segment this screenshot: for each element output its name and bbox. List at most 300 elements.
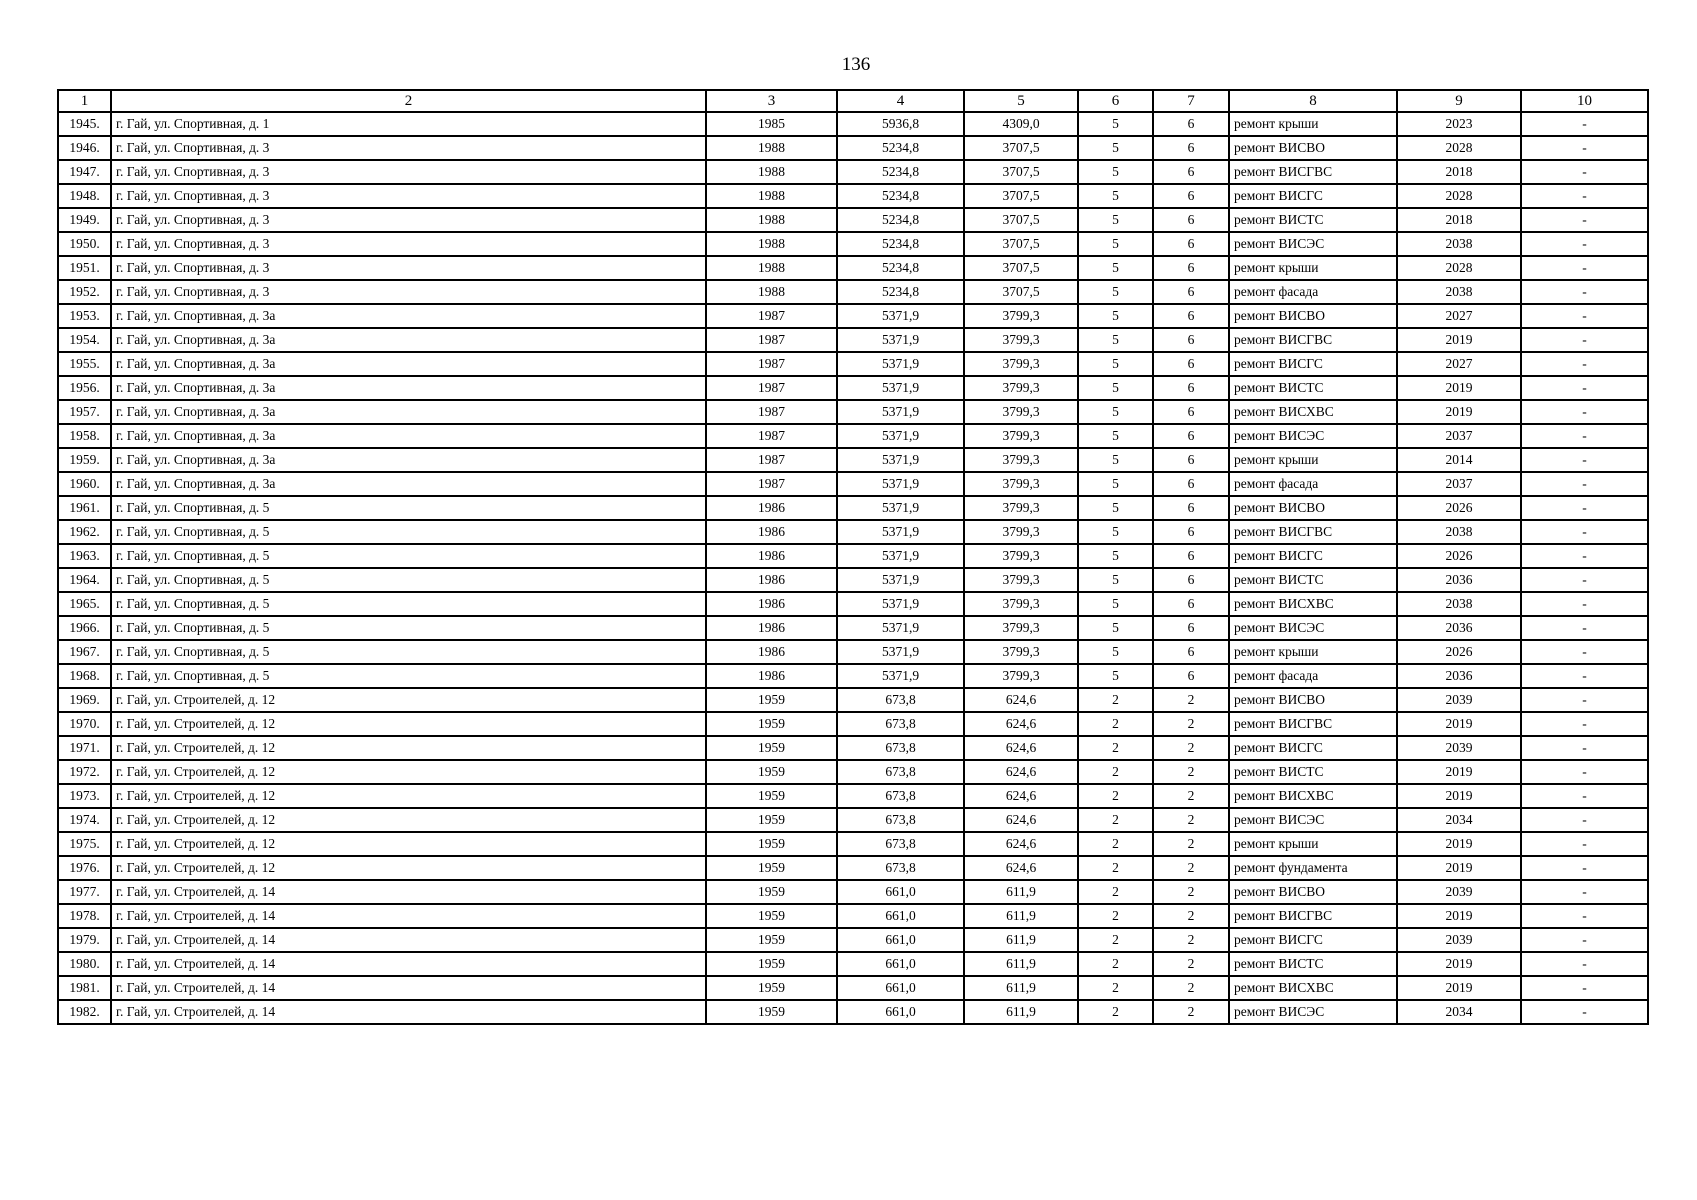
- note-cell: -: [1521, 424, 1648, 448]
- planned-year-cell: 2039: [1397, 928, 1521, 952]
- note-cell: -: [1521, 400, 1648, 424]
- floors-cell: 5: [1078, 136, 1153, 160]
- address-cell: г. Гай, ул. Спортивная, д. 5: [111, 568, 706, 592]
- floors-cell: 2: [1078, 880, 1153, 904]
- planned-year-cell: 2026: [1397, 496, 1521, 520]
- year-built-cell: 1986: [706, 640, 837, 664]
- living-area-cell: 624,6: [964, 784, 1078, 808]
- living-area-cell: 3707,5: [964, 208, 1078, 232]
- note-cell: -: [1521, 712, 1648, 736]
- address-cell: г. Гай, ул. Строителей, д. 12: [111, 760, 706, 784]
- note-cell: -: [1521, 880, 1648, 904]
- work-type-cell: ремонт ВИСЭС: [1229, 232, 1397, 256]
- floors-cell: 2: [1078, 712, 1153, 736]
- entrances-cell: 2: [1153, 784, 1229, 808]
- floors-cell: 5: [1078, 448, 1153, 472]
- entrances-cell: 2: [1153, 712, 1229, 736]
- table-row: [58, 1000, 1648, 1024]
- note-cell: -: [1521, 280, 1648, 304]
- year-built-cell: 1959: [706, 952, 837, 976]
- work-type-cell: ремонт ВИСГС: [1229, 352, 1397, 376]
- year-built-cell: 1987: [706, 400, 837, 424]
- work-type-cell: ремонт ВИСГВС: [1229, 904, 1397, 928]
- floors-cell: 5: [1078, 568, 1153, 592]
- living-area-cell: 611,9: [964, 904, 1078, 928]
- floors-cell: 5: [1078, 472, 1153, 496]
- entrances-cell: 6: [1153, 424, 1229, 448]
- note-cell: -: [1521, 448, 1648, 472]
- floors-cell: 5: [1078, 376, 1153, 400]
- work-type-cell: ремонт ВИСХВС: [1229, 592, 1397, 616]
- floors-cell: 2: [1078, 784, 1153, 808]
- entrances-cell: 6: [1153, 520, 1229, 544]
- note-cell: -: [1521, 496, 1648, 520]
- year-built-cell: 1987: [706, 352, 837, 376]
- year-built-cell: 1959: [706, 832, 837, 856]
- living-area-cell: 3799,3: [964, 616, 1078, 640]
- living-area-cell: 611,9: [964, 880, 1078, 904]
- floors-cell: 5: [1078, 400, 1153, 424]
- row-number-cell: 1958.: [58, 424, 111, 448]
- planned-year-cell: 2019: [1397, 976, 1521, 1000]
- work-type-cell: ремонт ВИСВО: [1229, 880, 1397, 904]
- year-built-cell: 1987: [706, 304, 837, 328]
- address-cell: г. Гай, ул. Строителей, д. 14: [111, 928, 706, 952]
- year-built-cell: 1987: [706, 328, 837, 352]
- entrances-cell: 2: [1153, 856, 1229, 880]
- table-row: [58, 472, 1648, 496]
- total-area-cell: 5371,9: [837, 520, 964, 544]
- work-type-cell: ремонт ВИСТС: [1229, 568, 1397, 592]
- living-area-cell: 3707,5: [964, 184, 1078, 208]
- total-area-cell: 5371,9: [837, 496, 964, 520]
- table-row: [58, 928, 1648, 952]
- floors-cell: 5: [1078, 232, 1153, 256]
- table-row: [58, 568, 1648, 592]
- year-built-cell: 1959: [706, 712, 837, 736]
- planned-year-cell: 2028: [1397, 256, 1521, 280]
- table-row: [58, 136, 1648, 160]
- address-cell: г. Гай, ул. Спортивная, д. 5: [111, 544, 706, 568]
- table-row: [58, 760, 1648, 784]
- floors-cell: 2: [1078, 808, 1153, 832]
- row-number-cell: 1982.: [58, 1000, 111, 1024]
- row-number-cell: 1971.: [58, 736, 111, 760]
- floors-cell: 2: [1078, 928, 1153, 952]
- note-cell: -: [1521, 1000, 1648, 1024]
- row-number-cell: 1978.: [58, 904, 111, 928]
- total-area-cell: 673,8: [837, 856, 964, 880]
- row-number-cell: 1960.: [58, 472, 111, 496]
- floors-cell: 5: [1078, 280, 1153, 304]
- page-number: 136: [841, 54, 871, 75]
- entrances-cell: 6: [1153, 400, 1229, 424]
- note-cell: -: [1521, 184, 1648, 208]
- total-area-cell: 673,8: [837, 712, 964, 736]
- living-area-cell: 3799,3: [964, 304, 1078, 328]
- work-type-cell: ремонт ВИСТС: [1229, 952, 1397, 976]
- living-area-cell: 624,6: [964, 688, 1078, 712]
- floors-cell: 5: [1078, 664, 1153, 688]
- year-built-cell: 1987: [706, 448, 837, 472]
- note-cell: -: [1521, 232, 1648, 256]
- col-header-3: 3: [706, 90, 837, 112]
- year-built-cell: 1986: [706, 496, 837, 520]
- address-cell: г. Гай, ул. Строителей, д. 12: [111, 856, 706, 880]
- note-cell: -: [1521, 904, 1648, 928]
- work-type-cell: ремонт ВИСТС: [1229, 760, 1397, 784]
- floors-cell: 5: [1078, 160, 1153, 184]
- entrances-cell: 6: [1153, 208, 1229, 232]
- address-cell: г. Гай, ул. Спортивная, д. 1: [111, 112, 706, 136]
- entrances-cell: 2: [1153, 928, 1229, 952]
- entrances-cell: 6: [1153, 136, 1229, 160]
- address-cell: г. Гай, ул. Строителей, д. 12: [111, 688, 706, 712]
- row-number-cell: 1950.: [58, 232, 111, 256]
- note-cell: -: [1521, 784, 1648, 808]
- entrances-cell: 2: [1153, 880, 1229, 904]
- table-row: [58, 448, 1648, 472]
- note-cell: -: [1521, 592, 1648, 616]
- living-area-cell: 3799,3: [964, 496, 1078, 520]
- living-area-cell: 624,6: [964, 856, 1078, 880]
- planned-year-cell: 2019: [1397, 904, 1521, 928]
- note-cell: -: [1521, 544, 1648, 568]
- row-number-cell: 1975.: [58, 832, 111, 856]
- note-cell: -: [1521, 520, 1648, 544]
- total-area-cell: 5371,9: [837, 568, 964, 592]
- living-area-cell: 3799,3: [964, 472, 1078, 496]
- year-built-cell: 1959: [706, 928, 837, 952]
- work-type-cell: ремонт крыши: [1229, 112, 1397, 136]
- row-number-cell: 1965.: [58, 592, 111, 616]
- note-cell: -: [1521, 640, 1648, 664]
- work-type-cell: ремонт крыши: [1229, 448, 1397, 472]
- work-type-cell: ремонт ВИСХВС: [1229, 784, 1397, 808]
- living-area-cell: 3799,3: [964, 640, 1078, 664]
- planned-year-cell: 2019: [1397, 712, 1521, 736]
- address-cell: г. Гай, ул. Спортивная, д. 3а: [111, 472, 706, 496]
- table-row: [58, 232, 1648, 256]
- living-area-cell: 3799,3: [964, 592, 1078, 616]
- row-number-cell: 1979.: [58, 928, 111, 952]
- table-row: [58, 976, 1648, 1000]
- year-built-cell: 1959: [706, 688, 837, 712]
- living-area-cell: 4309,0: [964, 112, 1078, 136]
- address-cell: г. Гай, ул. Строителей, д. 14: [111, 904, 706, 928]
- planned-year-cell: 2019: [1397, 760, 1521, 784]
- total-area-cell: 661,0: [837, 952, 964, 976]
- total-area-cell: 5371,9: [837, 472, 964, 496]
- entrances-cell: 6: [1153, 112, 1229, 136]
- floors-cell: 2: [1078, 1000, 1153, 1024]
- total-area-cell: 5371,9: [837, 664, 964, 688]
- planned-year-cell: 2018: [1397, 208, 1521, 232]
- planned-year-cell: 2037: [1397, 424, 1521, 448]
- floors-cell: 2: [1078, 976, 1153, 1000]
- floors-cell: 2: [1078, 760, 1153, 784]
- planned-year-cell: 2026: [1397, 640, 1521, 664]
- work-type-cell: ремонт ВИСВО: [1229, 688, 1397, 712]
- table-row: [58, 160, 1648, 184]
- planned-year-cell: 2019: [1397, 400, 1521, 424]
- entrances-cell: 6: [1153, 304, 1229, 328]
- entrances-cell: 6: [1153, 448, 1229, 472]
- address-cell: г. Гай, ул. Спортивная, д. 5: [111, 616, 706, 640]
- row-number-cell: 1974.: [58, 808, 111, 832]
- note-cell: -: [1521, 136, 1648, 160]
- address-cell: г. Гай, ул. Спортивная, д. 3: [111, 160, 706, 184]
- living-area-cell: 3799,3: [964, 664, 1078, 688]
- planned-year-cell: 2027: [1397, 304, 1521, 328]
- entrances-cell: 6: [1153, 472, 1229, 496]
- total-area-cell: 661,0: [837, 904, 964, 928]
- entrances-cell: 2: [1153, 736, 1229, 760]
- planned-year-cell: 2038: [1397, 280, 1521, 304]
- entrances-cell: 6: [1153, 616, 1229, 640]
- planned-year-cell: 2034: [1397, 1000, 1521, 1024]
- col-header-6: 6: [1078, 90, 1153, 112]
- work-type-cell: ремонт ВИСГС: [1229, 928, 1397, 952]
- living-area-cell: 611,9: [964, 1000, 1078, 1024]
- total-area-cell: 5371,9: [837, 328, 964, 352]
- entrances-cell: 6: [1153, 352, 1229, 376]
- living-area-cell: 3799,3: [964, 544, 1078, 568]
- planned-year-cell: 2036: [1397, 616, 1521, 640]
- living-area-cell: 624,6: [964, 712, 1078, 736]
- table-row: [58, 784, 1648, 808]
- living-area-cell: 611,9: [964, 952, 1078, 976]
- col-header-8: 8: [1229, 90, 1397, 112]
- note-cell: -: [1521, 976, 1648, 1000]
- row-number-cell: 1964.: [58, 568, 111, 592]
- table-row: [58, 304, 1648, 328]
- floors-cell: 5: [1078, 256, 1153, 280]
- year-built-cell: 1988: [706, 184, 837, 208]
- address-cell: г. Гай, ул. Спортивная, д. 3а: [111, 424, 706, 448]
- note-cell: -: [1521, 304, 1648, 328]
- note-cell: -: [1521, 328, 1648, 352]
- address-cell: г. Гай, ул. Строителей, д. 12: [111, 736, 706, 760]
- row-number-cell: 1980.: [58, 952, 111, 976]
- col-header-2: 2: [111, 90, 706, 112]
- table-row: [58, 904, 1648, 928]
- table-row: [58, 808, 1648, 832]
- address-cell: г. Гай, ул. Строителей, д. 14: [111, 976, 706, 1000]
- note-cell: -: [1521, 808, 1648, 832]
- year-built-cell: 1986: [706, 664, 837, 688]
- work-type-cell: ремонт ВИСЭС: [1229, 424, 1397, 448]
- floors-cell: 2: [1078, 856, 1153, 880]
- planned-year-cell: 2037: [1397, 472, 1521, 496]
- entrances-cell: 2: [1153, 832, 1229, 856]
- entrances-cell: 6: [1153, 544, 1229, 568]
- entrances-cell: 6: [1153, 568, 1229, 592]
- table-row: [58, 616, 1648, 640]
- living-area-cell: 624,6: [964, 736, 1078, 760]
- row-number-cell: 1948.: [58, 184, 111, 208]
- planned-year-cell: 2036: [1397, 568, 1521, 592]
- table-row: [58, 328, 1648, 352]
- living-area-cell: 3707,5: [964, 256, 1078, 280]
- work-type-cell: ремонт ВИСХВС: [1229, 400, 1397, 424]
- address-cell: г. Гай, ул. Спортивная, д. 5: [111, 496, 706, 520]
- address-cell: г. Гай, ул. Спортивная, д. 5: [111, 520, 706, 544]
- row-number-cell: 1970.: [58, 712, 111, 736]
- note-cell: -: [1521, 472, 1648, 496]
- entrances-cell: 2: [1153, 904, 1229, 928]
- note-cell: -: [1521, 616, 1648, 640]
- year-built-cell: 1988: [706, 256, 837, 280]
- row-number-cell: 1968.: [58, 664, 111, 688]
- planned-year-cell: 2019: [1397, 376, 1521, 400]
- address-cell: г. Гай, ул. Строителей, д. 12: [111, 832, 706, 856]
- work-type-cell: ремонт ВИСВО: [1229, 136, 1397, 160]
- work-type-cell: ремонт фундамента: [1229, 856, 1397, 880]
- planned-year-cell: 2023: [1397, 112, 1521, 136]
- row-number-cell: 1952.: [58, 280, 111, 304]
- note-cell: -: [1521, 688, 1648, 712]
- living-area-cell: 3799,3: [964, 424, 1078, 448]
- note-cell: -: [1521, 832, 1648, 856]
- floors-cell: 5: [1078, 592, 1153, 616]
- note-cell: -: [1521, 952, 1648, 976]
- address-cell: г. Гай, ул. Спортивная, д. 3а: [111, 328, 706, 352]
- work-type-cell: ремонт ВИСГС: [1229, 736, 1397, 760]
- living-area-cell: 3799,3: [964, 376, 1078, 400]
- address-cell: г. Гай, ул. Спортивная, д. 3а: [111, 448, 706, 472]
- year-built-cell: 1959: [706, 856, 837, 880]
- total-area-cell: 673,8: [837, 688, 964, 712]
- planned-year-cell: 2019: [1397, 856, 1521, 880]
- table-row: [58, 496, 1648, 520]
- note-cell: -: [1521, 112, 1648, 136]
- header-row: [58, 90, 1648, 112]
- work-type-cell: ремонт крыши: [1229, 640, 1397, 664]
- planned-year-cell: 2028: [1397, 136, 1521, 160]
- planned-year-cell: 2019: [1397, 952, 1521, 976]
- living-area-cell: 3707,5: [964, 160, 1078, 184]
- table-row: [58, 592, 1648, 616]
- table-row: [58, 856, 1648, 880]
- floors-cell: 5: [1078, 112, 1153, 136]
- year-built-cell: 1959: [706, 808, 837, 832]
- year-built-cell: 1987: [706, 376, 837, 400]
- total-area-cell: 5234,8: [837, 184, 964, 208]
- entrances-cell: 2: [1153, 760, 1229, 784]
- row-number-cell: 1946.: [58, 136, 111, 160]
- table-row: [58, 832, 1648, 856]
- row-number-cell: 1981.: [58, 976, 111, 1000]
- total-area-cell: 5371,9: [837, 400, 964, 424]
- total-area-cell: 5936,8: [837, 112, 964, 136]
- planned-year-cell: 2019: [1397, 328, 1521, 352]
- planned-year-cell: 2039: [1397, 880, 1521, 904]
- table-row: [58, 400, 1648, 424]
- entrances-cell: 2: [1153, 976, 1229, 1000]
- col-header-1: 1: [58, 90, 111, 112]
- living-area-cell: 611,9: [964, 976, 1078, 1000]
- total-area-cell: 661,0: [837, 928, 964, 952]
- table-row: [58, 544, 1648, 568]
- floors-cell: 5: [1078, 640, 1153, 664]
- row-number-cell: 1977.: [58, 880, 111, 904]
- note-cell: -: [1521, 928, 1648, 952]
- total-area-cell: 5234,8: [837, 160, 964, 184]
- planned-year-cell: 2039: [1397, 688, 1521, 712]
- table-row: [58, 712, 1648, 736]
- col-header-4: 4: [837, 90, 964, 112]
- work-type-cell: ремонт ВИСГС: [1229, 544, 1397, 568]
- total-area-cell: 5371,9: [837, 640, 964, 664]
- total-area-cell: 5371,9: [837, 424, 964, 448]
- work-type-cell: ремонт фасада: [1229, 472, 1397, 496]
- total-area-cell: 5371,9: [837, 304, 964, 328]
- entrances-cell: 2: [1153, 688, 1229, 712]
- work-type-cell: ремонт ВИСХВС: [1229, 976, 1397, 1000]
- year-built-cell: 1986: [706, 544, 837, 568]
- work-type-cell: ремонт фасада: [1229, 280, 1397, 304]
- floors-cell: 5: [1078, 352, 1153, 376]
- living-area-cell: 3799,3: [964, 328, 1078, 352]
- address-cell: г. Гай, ул. Спортивная, д. 3а: [111, 352, 706, 376]
- address-cell: г. Гай, ул. Спортивная, д. 3: [111, 208, 706, 232]
- year-built-cell: 1988: [706, 280, 837, 304]
- total-area-cell: 5371,9: [837, 616, 964, 640]
- work-type-cell: ремонт крыши: [1229, 832, 1397, 856]
- work-type-cell: ремонт ВИСГВС: [1229, 328, 1397, 352]
- note-cell: -: [1521, 568, 1648, 592]
- work-type-cell: ремонт ВИСЭС: [1229, 808, 1397, 832]
- floors-cell: 5: [1078, 544, 1153, 568]
- living-area-cell: 3707,5: [964, 232, 1078, 256]
- planned-year-cell: 2014: [1397, 448, 1521, 472]
- living-area-cell: 3707,5: [964, 280, 1078, 304]
- row-number-cell: 1945.: [58, 112, 111, 136]
- floors-cell: 5: [1078, 616, 1153, 640]
- note-cell: -: [1521, 352, 1648, 376]
- planned-year-cell: 2019: [1397, 784, 1521, 808]
- table-row: [58, 736, 1648, 760]
- total-area-cell: 5234,8: [837, 232, 964, 256]
- planned-year-cell: 2038: [1397, 592, 1521, 616]
- year-built-cell: 1988: [706, 136, 837, 160]
- living-area-cell: 3799,3: [964, 448, 1078, 472]
- total-area-cell: 673,8: [837, 736, 964, 760]
- total-area-cell: 673,8: [837, 760, 964, 784]
- table-row: [58, 520, 1648, 544]
- total-area-cell: 5234,8: [837, 208, 964, 232]
- year-built-cell: 1986: [706, 568, 837, 592]
- address-cell: г. Гай, ул. Спортивная, д. 3: [111, 136, 706, 160]
- entrances-cell: 2: [1153, 952, 1229, 976]
- entrances-cell: 6: [1153, 496, 1229, 520]
- note-cell: -: [1521, 856, 1648, 880]
- col-header-10: 10: [1521, 90, 1648, 112]
- floors-cell: 2: [1078, 832, 1153, 856]
- work-type-cell: ремонт ВИСГВС: [1229, 712, 1397, 736]
- table-row: [58, 664, 1648, 688]
- work-type-cell: ремонт ВИСВО: [1229, 304, 1397, 328]
- entrances-cell: 6: [1153, 184, 1229, 208]
- row-number-cell: 1973.: [58, 784, 111, 808]
- planned-year-cell: 2034: [1397, 808, 1521, 832]
- entrances-cell: 6: [1153, 256, 1229, 280]
- total-area-cell: 673,8: [837, 784, 964, 808]
- year-built-cell: 1988: [706, 232, 837, 256]
- year-built-cell: 1959: [706, 976, 837, 1000]
- planned-year-cell: 2028: [1397, 184, 1521, 208]
